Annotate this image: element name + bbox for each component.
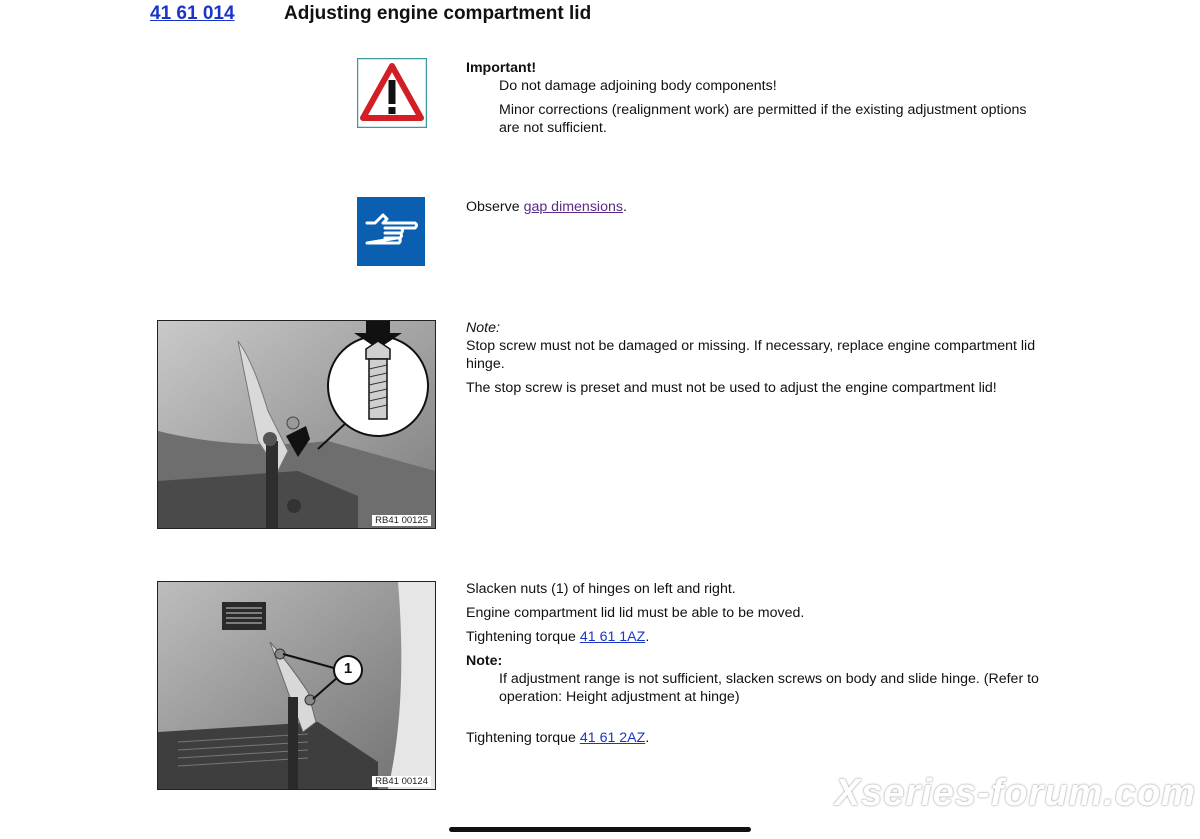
note-line: The stop screw is preset and must not be used to adjust the engine compartment lid! [466,380,997,396]
torque-link-1az[interactable]: 41 61 1AZ [579,629,646,645]
torque-line [466,628,1086,646]
page-title: Adjusting engine compartment lid [284,3,592,24]
observe-prefix: Observe [466,199,524,215]
torque-prefix: Tightening torque [466,629,580,645]
observe-suffix: . [622,199,627,215]
step-line: Engine compartment lid lid must be able to be moved. [466,605,805,621]
callout-number: 1 [343,660,353,677]
stop-screw-photo [157,320,436,529]
warning-triangle-icon [357,58,427,128]
torque-suffix: . [645,629,650,645]
note-line: Stop screw must not be damaged or missing. If necessary, replace engine compartment lid [466,338,1036,354]
observe-line [466,198,627,216]
important-line: Minor corrections (realignment work) are permitted if the existing adjustment options [499,102,1027,118]
important-block [466,59,1066,137]
steps-block [466,580,1086,747]
gap-dimensions-link[interactable]: gap dimensions [523,199,623,215]
note-heading: Note: [466,320,500,336]
note-line: operation: Height adjustment at hinge) [499,689,740,705]
note-heading: Note: [466,653,503,669]
torque-link-2az[interactable]: 41 61 2AZ [579,730,646,746]
note-line: hinge. [466,356,505,372]
photo-label: RB41 00124 [372,776,431,787]
photo-label: RB41 00125 [372,515,431,526]
note-block [466,319,1086,397]
step-line: Slacken nuts (1) of hinges on left and right. [466,581,736,597]
watermark: Xseries-forum.com [834,772,1196,814]
document-number-link[interactable]: 41 61 014 [150,3,235,24]
hinge-nuts-photo [157,581,436,790]
note-line: If adjustment range is not sufficient, slacken screws on body and slide hinge. (Refer to [499,671,1039,687]
torque-suffix: . [645,730,650,746]
pointing-hand-icon [357,197,425,266]
important-line: Do not damage adjoining body components! [499,78,777,94]
home-indicator[interactable] [449,827,751,832]
torque-prefix: Tightening torque [466,730,580,746]
important-heading: Important! [466,60,537,76]
important-line: are not sufficient. [499,120,607,136]
torque-line [466,729,1086,747]
